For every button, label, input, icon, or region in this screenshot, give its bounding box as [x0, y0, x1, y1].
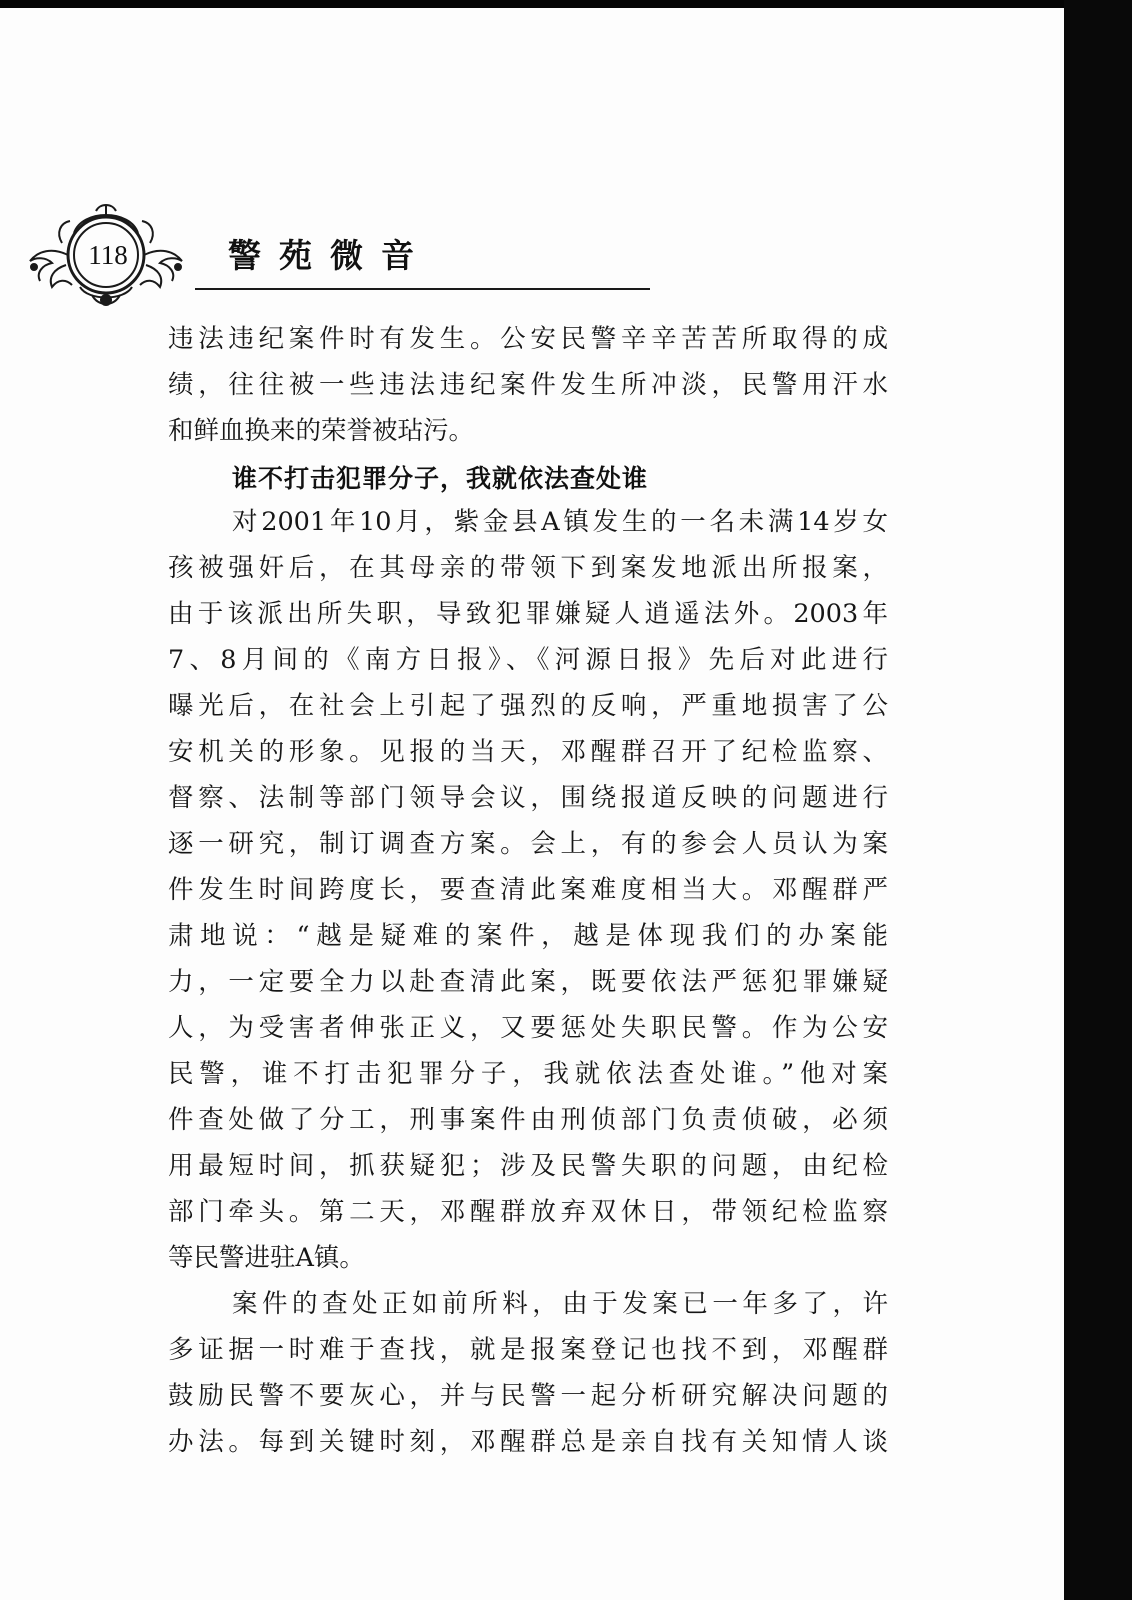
text-line: 多证据一时难于查找，就是报案登记也找不到，邓醒群	[168, 1335, 888, 1365]
text-line: 件发生时间跨度长，要查清此案难度相当大。邓醒群严	[168, 875, 888, 905]
page-number: 118	[88, 240, 128, 270]
text-line: 办法。每到关键时刻，邓醒群总是亲自找有关知情人谈	[168, 1427, 888, 1457]
text-line: 肃地说：“越是疑难的案件，越是体现我们的办案能	[168, 921, 888, 951]
text-line: 孩被强奸后，在其母亲的带领下到案发地派出所报案，	[168, 553, 888, 583]
section-subheading: 谁不打击犯罪分子，我就依法查处谁	[232, 464, 649, 493]
scan-right-edge	[1064, 0, 1132, 1600]
header-rule	[195, 288, 650, 290]
text-line: 鼓励民警不要灰心，并与民警一起分析研究解决问题的	[168, 1381, 888, 1411]
text-line: 绩，往往被一些违法违纪案件发生所冲淡，民警用汗水	[168, 370, 888, 400]
text-line: 和鲜血换来的荣誉被玷污。	[168, 416, 475, 446]
text-line: 安机关的形象。见报的当天，邓醒群召开了纪检监察、	[168, 737, 888, 767]
text-line: 用最短时间，抓获疑犯；涉及民警失职的问题，由纪检	[168, 1151, 888, 1181]
text-line: 等民警进驻A镇。	[168, 1243, 365, 1273]
text-line: 由于该派出所失职，导致犯罪嫌疑人逍遥法外。2003年	[168, 599, 888, 629]
text-line: 人，为受害者伸张正义，又要惩处失职民警。作为公安	[168, 1013, 888, 1043]
scan-top-edge	[0, 0, 1132, 8]
text-line: 7、8月间的《南方日报》、《河源日报》先后对此进行	[168, 645, 888, 675]
text-line: 逐一研究，制订调查方案。会上，有的参会人员认为案	[168, 829, 888, 859]
text-line: 部门牵头。第二天，邓醒群放弃双休日，带领纪检监察	[168, 1197, 888, 1227]
text-line: 督察、法制等部门领导会议，围绕报道反映的问题进行	[168, 783, 888, 813]
text-line: 案件的查处正如前所料，由于发案已一年多了，许	[232, 1289, 888, 1319]
text-line: 曝光后，在社会上引起了强烈的反响，严重地损害了公	[168, 691, 888, 721]
text-line: 对2001年10月，紫金县A镇发生的一名未满14岁女	[232, 507, 888, 537]
text-line: 件查处做了分工，刑事案件由刑侦部门负责侦破，必须	[168, 1105, 888, 1135]
text-line: 违法违纪案件时有发生。公安民警辛辛苦苦所取得的成	[168, 324, 888, 354]
text-line: 力，一定要全力以赴查清此案，既要依法严惩犯罪嫌疑	[168, 967, 888, 997]
running-title: 警苑微音	[228, 236, 432, 275]
text-line: 民警，谁不打击犯罪分子，我就依法查处谁。”他对案	[168, 1059, 888, 1089]
